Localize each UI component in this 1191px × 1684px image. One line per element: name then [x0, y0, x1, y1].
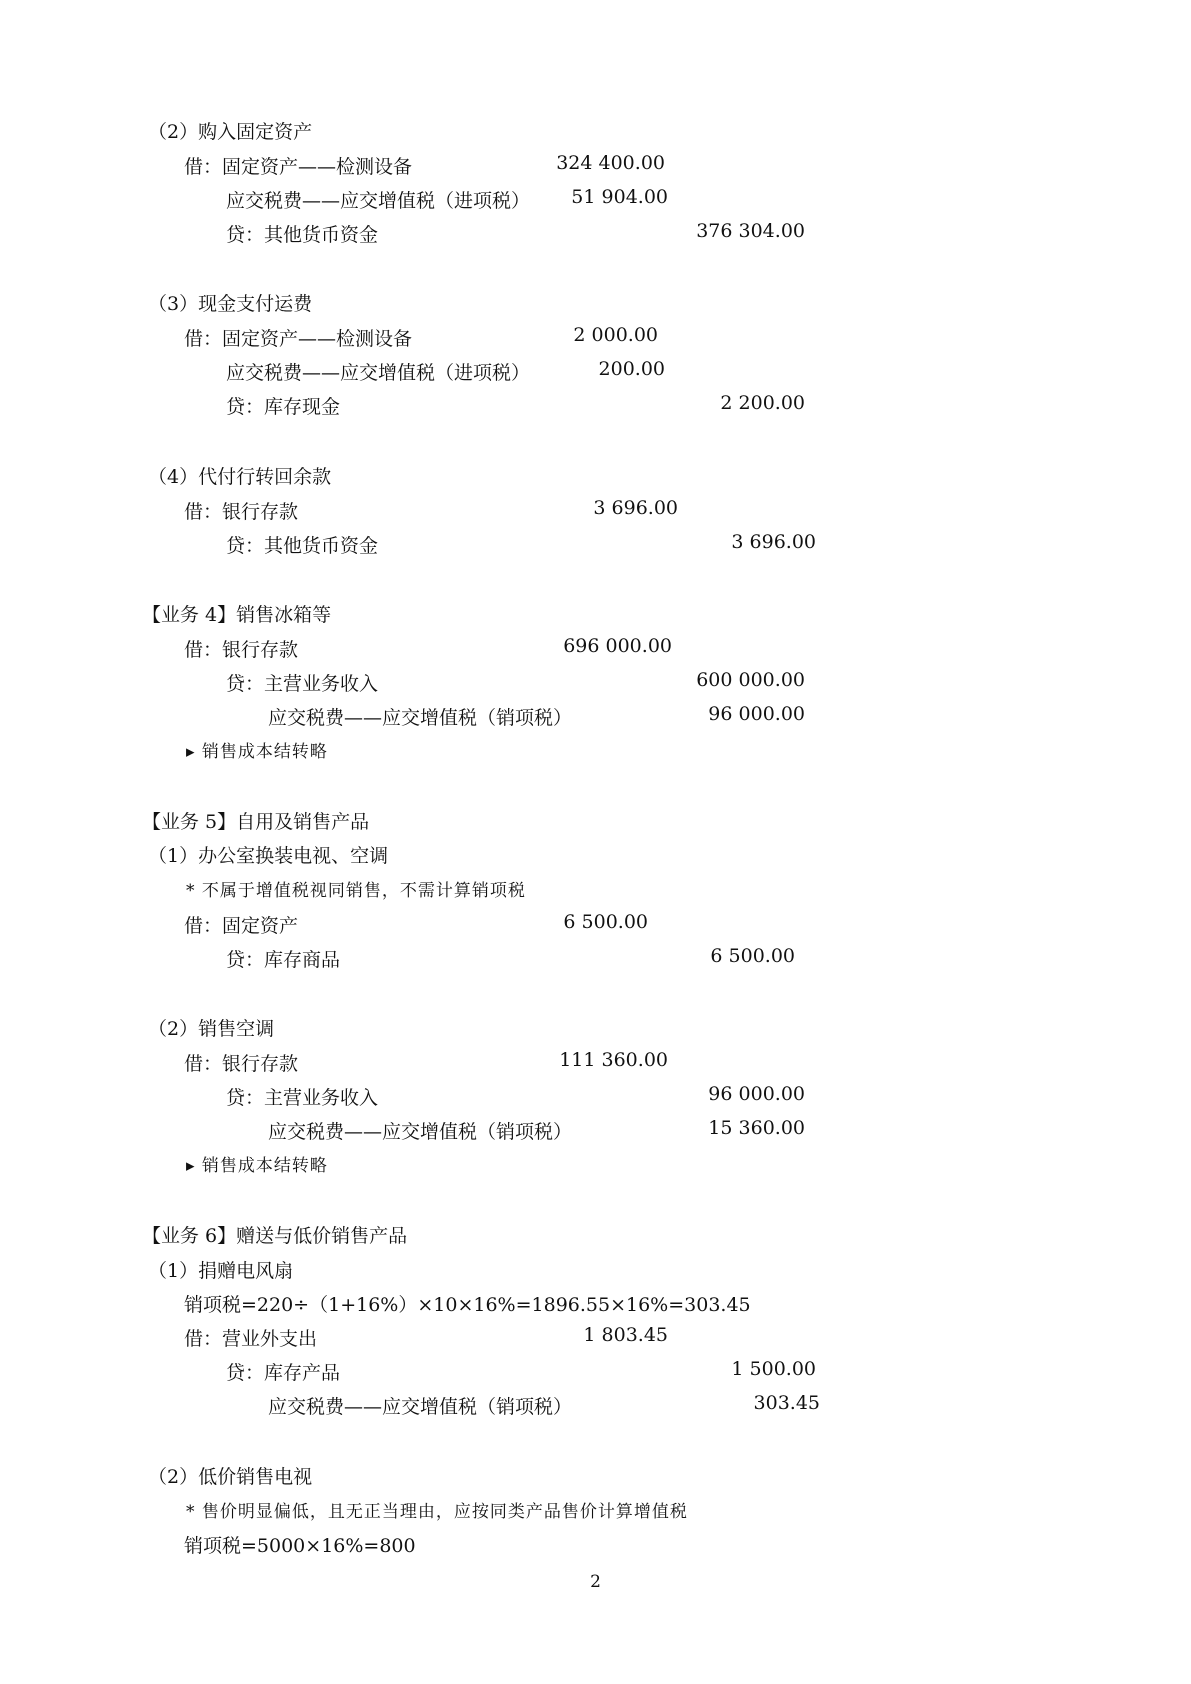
debit-amount: 200.00 [598, 358, 665, 380]
journal-line [0, 324, 1191, 354]
note-line [0, 737, 1191, 767]
journal-line [0, 186, 1191, 216]
heading-text: （1）办公室换装电视、空调 [148, 845, 389, 867]
account-text: 借：固定资产 [184, 915, 299, 937]
business-heading [0, 600, 1191, 630]
debit-amount: 3 696.00 [593, 497, 678, 519]
formula-text: 销项税=220÷（1+16%）×10×16%=1896.55×16%=303.45 [184, 1294, 751, 1316]
heading-text: （2）销售空调 [148, 1018, 275, 1040]
account-text: 贷：其他货币资金 [226, 224, 379, 246]
account-text: 应交税费——应交增值税（销项税） [268, 1396, 573, 1418]
journal-line [0, 669, 1191, 699]
journal-line [0, 635, 1191, 665]
journal-line [0, 1117, 1191, 1147]
journal-line [0, 1392, 1191, 1422]
journal-line [0, 1324, 1191, 1354]
credit-amount: 3 696.00 [731, 531, 816, 553]
credit-amount: 600 000.00 [696, 669, 805, 691]
heading-text: 【业务 4】销售冰箱等 [142, 604, 332, 626]
debit-amount: 324 400.00 [556, 152, 665, 174]
account-text: 贷：库存商品 [226, 949, 341, 971]
note-line [0, 1151, 1191, 1181]
heading-text: 【业务 6】赠送与低价销售产品 [142, 1225, 408, 1247]
entry-heading [0, 289, 1191, 319]
note-line [0, 1497, 1191, 1527]
debit-amount: 1 803.45 [583, 1324, 668, 1346]
note-line [0, 876, 1191, 906]
credit-amount: 303.45 [753, 1392, 820, 1414]
note-text: * 售价明显偏低，且无正当理由，应按同类产品售价计算增值税 [186, 1502, 688, 1522]
heading-text: （3）现金支付运费 [148, 293, 313, 315]
credit-amount: 96 000.00 [708, 703, 805, 725]
account-text: 贷：其他货币资金 [226, 535, 379, 557]
entry-heading [0, 462, 1191, 492]
journal-line [0, 1083, 1191, 1113]
formula-line [0, 1290, 1191, 1320]
business-heading [0, 1221, 1191, 1251]
account-text: 应交税费——应交增值税（销项税） [268, 1121, 573, 1143]
journal-line [0, 152, 1191, 182]
note-text: * 不属于增值税视同销售，不需计算销项税 [186, 881, 526, 901]
heading-text: （4）代付行转回余款 [148, 466, 332, 488]
account-text: 应交税费——应交增值税（销项税） [268, 707, 573, 729]
journal-line [0, 945, 1191, 975]
account-text: 借：银行存款 [184, 639, 299, 661]
entry-heading [0, 117, 1191, 147]
debit-amount: 2 000.00 [573, 324, 658, 346]
heading-text: （1）捐赠电风扇 [148, 1260, 294, 1282]
credit-amount: 96 000.00 [708, 1083, 805, 1105]
account-text: 贷：库存产品 [226, 1362, 341, 1384]
journal-line [0, 1049, 1191, 1079]
account-text: 借：银行存款 [184, 1053, 299, 1075]
debit-amount: 696 000.00 [563, 635, 672, 657]
debit-amount: 6 500.00 [563, 911, 648, 933]
page-number: 2 [590, 1572, 601, 1592]
debit-amount: 51 904.00 [571, 186, 668, 208]
debit-amount: 111 360.00 [559, 1049, 668, 1071]
business-heading [0, 807, 1191, 837]
journal-line [0, 1358, 1191, 1388]
credit-amount: 376 304.00 [696, 220, 805, 242]
note-text: ▸ 销售成本结转略 [186, 1156, 328, 1176]
note-text: ▸ 销售成本结转略 [186, 742, 328, 762]
account-text: 贷：主营业务收入 [226, 673, 379, 695]
account-text: 借：营业外支出 [184, 1328, 318, 1350]
account-text: 借：银行存款 [184, 501, 299, 523]
heading-text: 【业务 5】自用及销售产品 [142, 811, 370, 833]
account-text: 借：固定资产——检测设备 [184, 156, 413, 178]
journal-line [0, 358, 1191, 388]
entry-heading [0, 1014, 1191, 1044]
account-text: 应交税费——应交增值税（进项税） [226, 362, 531, 384]
heading-text: （2）低价销售电视 [148, 1466, 313, 1488]
credit-amount: 15 360.00 [708, 1117, 805, 1139]
account-text: 借：固定资产——检测设备 [184, 328, 413, 350]
journal-line [0, 703, 1191, 733]
journal-line [0, 531, 1191, 561]
formula-line [0, 1531, 1191, 1561]
credit-amount: 2 200.00 [720, 392, 805, 414]
entry-heading [0, 841, 1191, 871]
account-text: 贷：库存现金 [226, 396, 341, 418]
account-text: 应交税费——应交增值税（进项税） [226, 190, 531, 212]
entry-heading [0, 1256, 1191, 1286]
heading-text: （2）购入固定资产 [148, 121, 313, 143]
journal-line [0, 220, 1191, 250]
credit-amount: 6 500.00 [710, 945, 795, 967]
journal-line [0, 392, 1191, 422]
entry-heading [0, 1462, 1191, 1492]
credit-amount: 1 500.00 [731, 1358, 816, 1380]
journal-line [0, 911, 1191, 941]
account-text: 贷：主营业务收入 [226, 1087, 379, 1109]
journal-line [0, 497, 1191, 527]
formula-text: 销项税=5000×16%=800 [184, 1535, 416, 1557]
